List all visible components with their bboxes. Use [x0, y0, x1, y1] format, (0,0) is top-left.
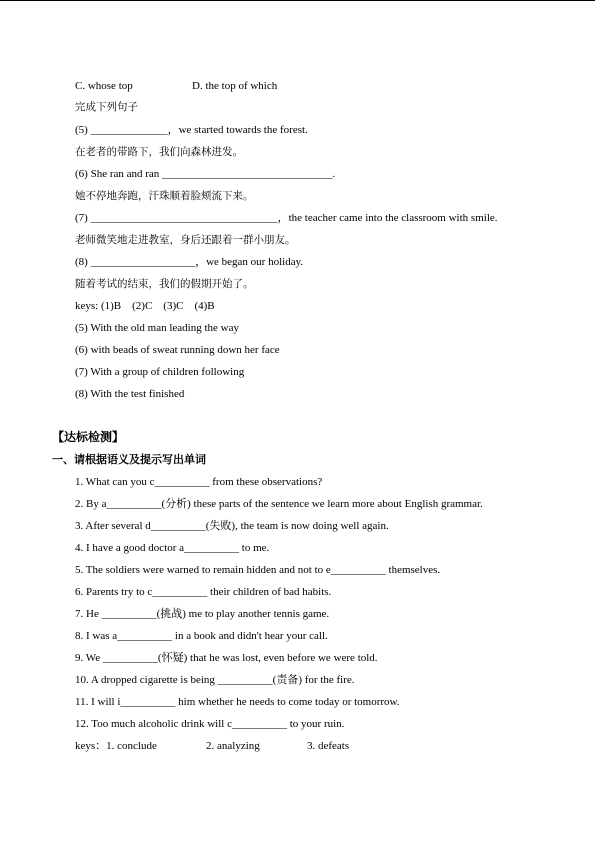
answer-8: (8) With the test finished — [75, 388, 185, 400]
sentence-5-en: (5) ______________，we started towards the forest. — [75, 124, 308, 136]
answer-7: (7) With a group of children following — [75, 366, 245, 378]
keys-part2-k2: 2. analyzing — [206, 740, 260, 752]
sentence-7-en: (7) __________________________________，the teacher came into the classroom with smile. — [75, 212, 498, 224]
exercise-item: 2. By a__________(分析) these parts of the sentence we learn more about English grammar. — [75, 498, 483, 510]
exercise-title: 一、请根据语义及提示写出单词 — [52, 453, 206, 466]
exercise-item: 1. What can you c__________ from these observations? — [75, 476, 323, 488]
exercise-item: 7. He __________(挑战) me to play another tennis game. — [75, 608, 330, 620]
exercise-item: 11. I will i__________ him whether he needs to come today or tomorrow. — [75, 696, 400, 708]
sentence-8-cn: 随着考试的结束，我们的假期开始了。 — [75, 278, 254, 290]
exercise-item: 9. We __________(怀疑) that he was lost, even before we were told. — [75, 652, 378, 664]
answer-5: (5) With the old man leading the way — [75, 322, 240, 334]
exercise-item: 5. The soldiers were warned to remain hidden and not to e__________ themselves. — [75, 564, 441, 576]
option-d: D. the top of which — [192, 80, 278, 92]
sentence-6-cn: 她不停地奔跑，汗珠顺着脸颊流下来。 — [75, 190, 254, 202]
sentence-5-cn: 在老者的带路下，我们向森林进发。 — [75, 146, 243, 158]
option-c: C. whose top — [75, 80, 133, 92]
exercise-item: 6. Parents try to c__________ their children of bad habits. — [75, 586, 332, 598]
part-title: 完成下列句子 — [75, 101, 138, 113]
top-rule — [0, 0, 595, 1]
exercise-item: 12. Too much alcoholic drink will c__________ to your ruin. — [75, 718, 345, 730]
keys-part2-k3: 3. defeats — [307, 740, 350, 752]
answer-6: (6) with beads of sweat running down her face — [75, 344, 280, 356]
keys-part1: keys: (1)B (2)C (3)C (4)B — [75, 300, 215, 312]
keys-part2-label: keys：1. conclude — [75, 740, 157, 752]
sentence-6-en: (6) She ran and ran _______________________________. — [75, 168, 336, 180]
sentence-8-en: (8) ___________________，we began our holiday. — [75, 256, 304, 268]
exercise-item: 3. After several d__________(失败), the team is now doing well again. — [75, 520, 389, 532]
exercise-item: 10. A dropped cigarette is being __________(责备) for the fire. — [75, 674, 355, 686]
exercise-item: 4. I have a good doctor a__________ to me. — [75, 542, 270, 554]
section-title: 【达标检测】 — [52, 430, 125, 444]
sentence-7-cn: 老师微笑地走进教室，身后还跟着一群小朋友。 — [75, 234, 296, 246]
exercise-item: 8. I was a__________ in a book and didn't hear your call. — [75, 630, 328, 642]
